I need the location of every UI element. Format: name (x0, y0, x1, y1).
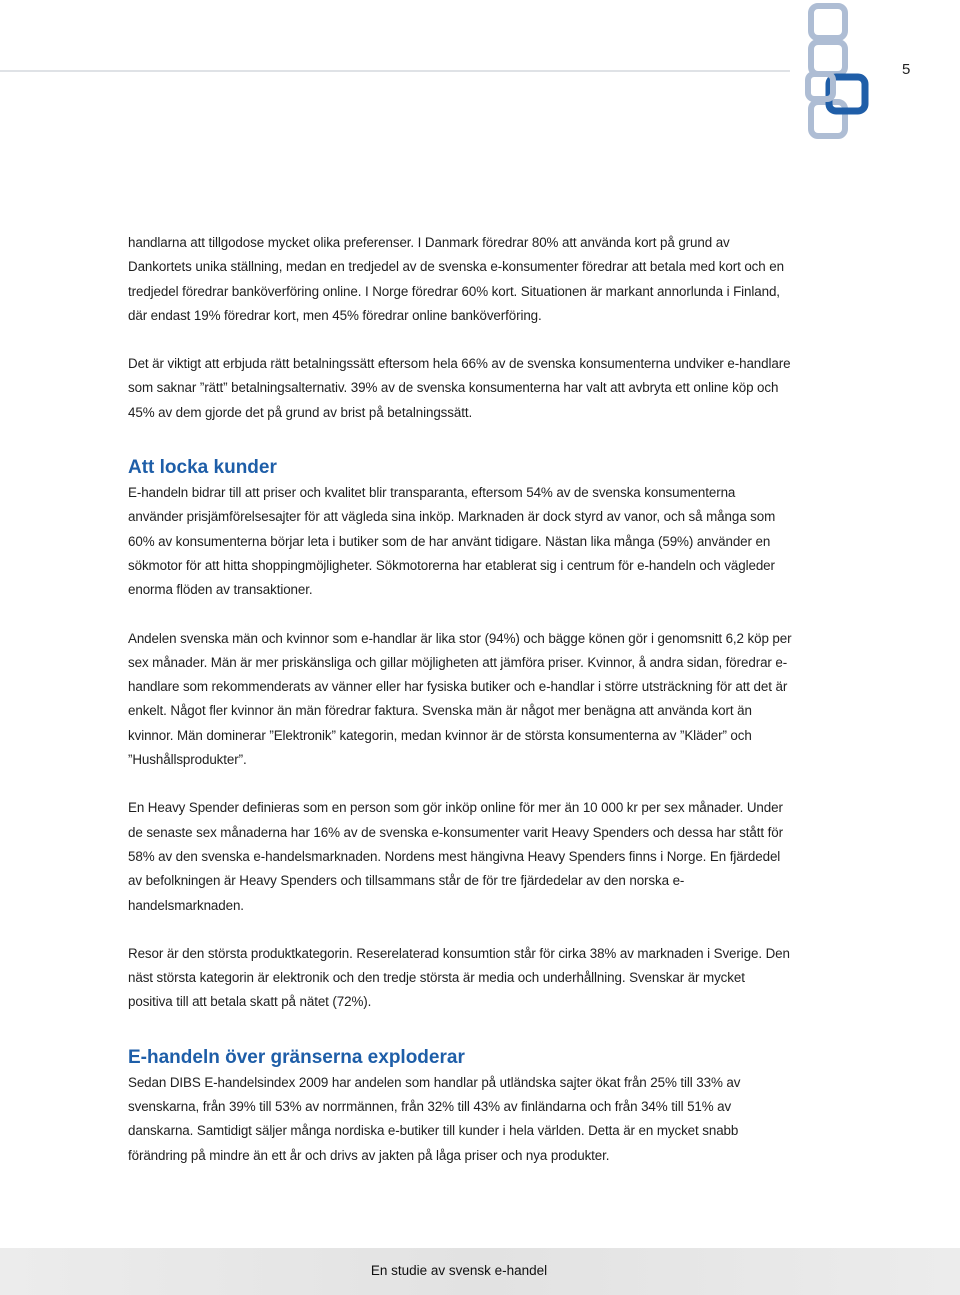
paragraph: handlarna att tillgodose mycket olika preferenser. I Danmark föredrar 80% att använda kort på grund av Dankortets unika ställning, medan en tredjedel av de svenska e-konsumenter föredrar att betala med kort och en tredjedel föredrar banköverföring online. I Norge föredrar 60% kort. Situationen är markant annorlunda i Finland, där endast 19% föredrar kort, men 45% föredrar online banköverföring. (128, 235, 784, 323)
paragraph: Det är viktigt att erbjuda rätt betalningssätt eftersom hela 66% av de svenska konsumenterna undviker e-handlare som saknar ”rätt” betalningsalternativ. 39% av de svenska konsumenterna har valt att avbryta ett online köp och 45% av dem gjorde det på grund av brist på betalningssätt. (128, 356, 791, 420)
paragraph: E-handeln bidrar till att priser och kvalitet blir transparanta, eftersom 54% av de svenska konsumenterna använder prisjämförelsesajter för att vägleda sina inköp. Marknaden är dock styrd av vanor, och så många som 60% av konsumenterna börjar leta i butiker som de har använt tidigare. Nästan lika många (59%) använder en sökmotor för att hitta shoppingmöjligheter. Sökmotorerna har etablerat sig i centrum för e-handeln och vägleder enorma flöden av transaktioner. (128, 485, 776, 598)
paragraph: Sedan DIBS E-handelsindex 2009 har andelen som handlar på utländska sajter ökat från 25% till 33% av svenskarna, från 39% till 53% av norrmännen, från 32% till 43% av finländarna och från 34% till 51% av danskarna. Samtidigt säljer många nordiska e-butiker till kunder i hela världen. Detta är en mycket snabb förändring på mindre än ett år och drivs av jakten på låga priser och nya produkter. (128, 1074, 741, 1163)
paragraph: En Heavy Spender definieras som en person som gör inköp online för mer än 10 000 kr per sex månader. Under de senaste sex månaderna har 16% av de svenska e-konsumenter varit Heavy Spenders och dessa har stått för 58% av den svenska e-handelsmarknaden. Nordens mest hängivna Heavy Spenders finns i Norge. En fjärdedel av befolkningen är Heavy Spenders och tillsammans står de för tre fjärdedelar av den norska e-handelsmarknaden. (128, 800, 783, 913)
footer-title: En studie av svensk e-handel (370, 1263, 548, 1278)
paragraph: Andelen svenska män och kvinnor som e-handlar är lika stor (94%) och bägge könen gör i genomsnitt 6,2 köp per sex månader. Män är mer priskänsliga och gillar möjligheten att jämföra priser. Kvinnor, å andra sidan, föredrar e-handlare som rekommenderats av vänner eller har fysiska butiker och e-handlar i större utsträckning för att det är enkelt. Något fler kvinnor än män föredrar faktura. Svenska män är något mer benägna att använda kort än kvinnor. Män dominerar ”Elektronik” kategorin, medan kvinnor är de största konsumenterna av ”Kläder” och ”Hushållsprodukter”. (128, 630, 792, 768)
paragraph: Resor är den största produktkategorin. Reserelaterad konsumtion står för cirka 38% av marknaden i Sverige. Den näst största kategorin är elektronik och den tredje största är media och underhållning. Svenskar är mycket positiva till att betala skatt på nätet (72%). (128, 945, 790, 1010)
section-heading-e-handeln-over-granserna: E-handeln över gränserna exploderar (128, 1046, 465, 1068)
page-number: 5 (902, 61, 911, 78)
chain-links-logo-icon (800, 0, 880, 145)
main-content (128, 231, 793, 1168)
section-heading-att-locka-kunder: Att locka kunder (128, 457, 277, 479)
header-rule (0, 70, 790, 72)
